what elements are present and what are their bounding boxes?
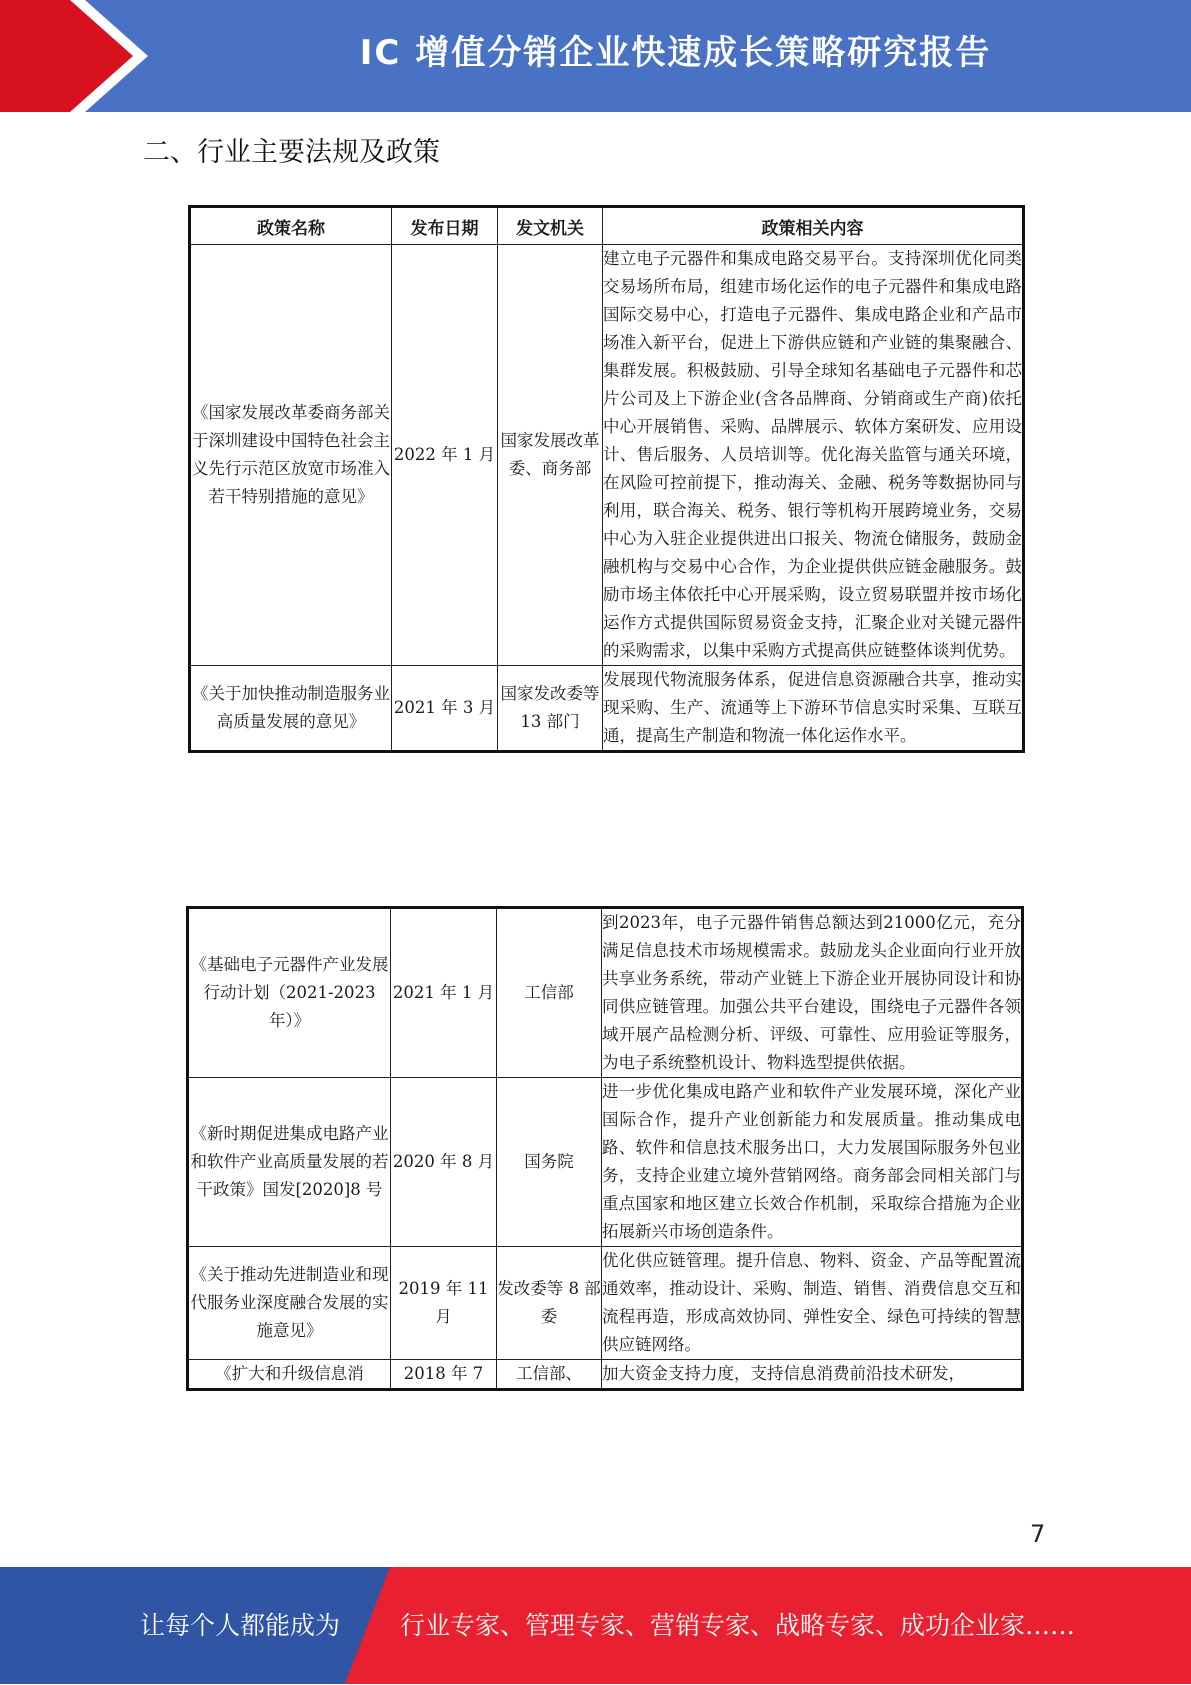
release-date-cell: 2022 年 1 月 bbox=[392, 245, 498, 666]
footer-banner bbox=[0, 1567, 1191, 1684]
release-date-cell: 2020 年 8 月 bbox=[391, 1078, 497, 1247]
policy-name-cell: 《关于推动先进制造业和现代服务业深度融合发展的实施意见》 bbox=[188, 1247, 391, 1360]
policy-content-cell: 到2023年，电子元器件销售总额达到21000亿元，充分满足信息技术市场规模需求。鼓励龙头企业面向行业开放共享业务系统，带动产业链上下游企业开展协同设计和协同供应链管理。加强公共平台建设，围绕电子元器件各领域开展产品检测分析、评级、可靠性、应用验证等服务，为电子系统整机设计、物料选型提供依据。 bbox=[602, 908, 1023, 1078]
policy-content-cell: 进一步优化集成电路产业和软件产业发展环境，深化产业国际合作，提升产业创新能力和发展质量。推动集成电路、软件和信息技术服务出口，大力发展国际服务外包业务，支持企业建立境外营销网络。商务部会同相关部门与重点国家和地区建立长效合作机制，采取综合措施为企业拓展新兴市场创造条件。 bbox=[602, 1078, 1023, 1247]
footer-slogan: 行业专家、管理专家、营销专家、战略专家、成功企业家…… bbox=[400, 1611, 1076, 1640]
table-header-row bbox=[190, 207, 1024, 245]
issuing-authority-cell: 工信部 bbox=[497, 908, 602, 1078]
footer-lead-text: 让每个人都能成为 bbox=[140, 1611, 341, 1640]
column-header-issuing-authority: 发文机关 bbox=[498, 207, 603, 245]
table-row bbox=[188, 1247, 1023, 1360]
issuing-authority-cell: 国家发展改革委、商务部 bbox=[498, 245, 603, 666]
policy-name-cell: 《国家发展改革委商务部关于深圳建设中国特色社会主义先行示范区放宽市场准入若干特别措施的意见》 bbox=[190, 245, 392, 666]
policy-content-cell: 优化供应链管理。提升信息、物料、资金、产品等配置流通效率，推动设计、采购、制造、销售、消费信息交互和流程再造，形成高效协同、弹性安全、绿色可持续的智慧供应链网络。 bbox=[602, 1247, 1023, 1360]
release-date-cell: 2021 年 1 月 bbox=[391, 908, 497, 1078]
policy-content-cell: 建立电子元器件和集成电路交易平台。支持深圳优化同类交易场所布局，组建市场化运作的电子元器件和集成电路国际交易中心，打造电子元器件、集成电路企业和产品市场准入新平台，促进上下游供应链和产业链的集聚融合、集群发展。积极鼓励、引导全球知名基础电子元器件和芯片公司及上下游企业(含各品牌商、分销商或生产商)依托中心开展销售、采购、品牌展示、软体方案研发、应用设计、售后服务、人员培训等。优化海关监管与通关环境，在风险可控前提下，推动海关、金融、税务等数据协同与利用，联合海关、税务、银行等机构开展跨境业务，交易中心为入驻企业提供进出口报关、物流仓储服务，鼓励金融机构与交易中心合作，为企业提供供应链金融服务。鼓励市场主体依托中心开展采购，设立贸易联盟并按市场化运作方式提供国际贸易资金支持，汇聚企业对关键元器件的采购需求，以集中采购方式提高供应链整体谈判优势。 bbox=[603, 245, 1024, 666]
red-arrow-decoration bbox=[0, 0, 150, 112]
issuing-authority-cell: 国务院 bbox=[497, 1078, 602, 1247]
table-row bbox=[190, 245, 1024, 666]
column-header-policy-name: 政策名称 bbox=[190, 207, 392, 245]
policy-name-cell: 《新时期促进集成电路产业和软件产业高质量发展的若干政策》国发[2020]8 号 bbox=[188, 1078, 391, 1247]
issuing-authority-cell: 工信部、 bbox=[497, 1360, 602, 1390]
column-header-policy-content: 政策相关内容 bbox=[603, 207, 1024, 245]
table-row bbox=[188, 1078, 1023, 1247]
page-number: 7 bbox=[1030, 1520, 1046, 1548]
policy-content-cell: 加大资金支持力度，支持信息消费前沿技术研发， bbox=[602, 1360, 1023, 1390]
table-row bbox=[188, 1360, 1023, 1390]
issuing-authority-cell: 国家发改委等 13 部门 bbox=[498, 666, 603, 752]
policy-name-cell: 《扩大和升级信息消 bbox=[188, 1360, 391, 1390]
policy-table-part-1 bbox=[188, 205, 1025, 753]
policy-name-cell: 《关于加快推动制造服务业高质量发展的意见》 bbox=[190, 666, 392, 752]
policy-name-cell: 《基础电子元器件产业发展行动计划（2021-2023 年）》 bbox=[188, 908, 391, 1078]
release-date-cell: 2021 年 3 月 bbox=[392, 666, 498, 752]
column-header-release-date: 发布日期 bbox=[392, 207, 498, 245]
release-date-cell: 2019 年 11 月 bbox=[391, 1247, 497, 1360]
policy-content-cell: 发展现代物流服务体系，促进信息资源融合共享，推动实现采购、生产、流通等上下游环节信息实时采集、互联互通，提高生产制造和物流一体化运作水平。 bbox=[603, 666, 1024, 752]
release-date-cell: 2018 年 7 bbox=[391, 1360, 497, 1390]
issuing-authority-cell: 发改委等 8 部委 bbox=[497, 1247, 602, 1360]
header-banner bbox=[0, 0, 1191, 112]
policy-table-part-2 bbox=[186, 906, 1024, 1391]
report-title: IC 增值分销企业快速成长策略研究报告 bbox=[359, 33, 992, 73]
section-heading: 二、行业主要法规及政策 bbox=[143, 137, 440, 168]
table-row bbox=[190, 666, 1024, 752]
table-row bbox=[188, 908, 1023, 1078]
